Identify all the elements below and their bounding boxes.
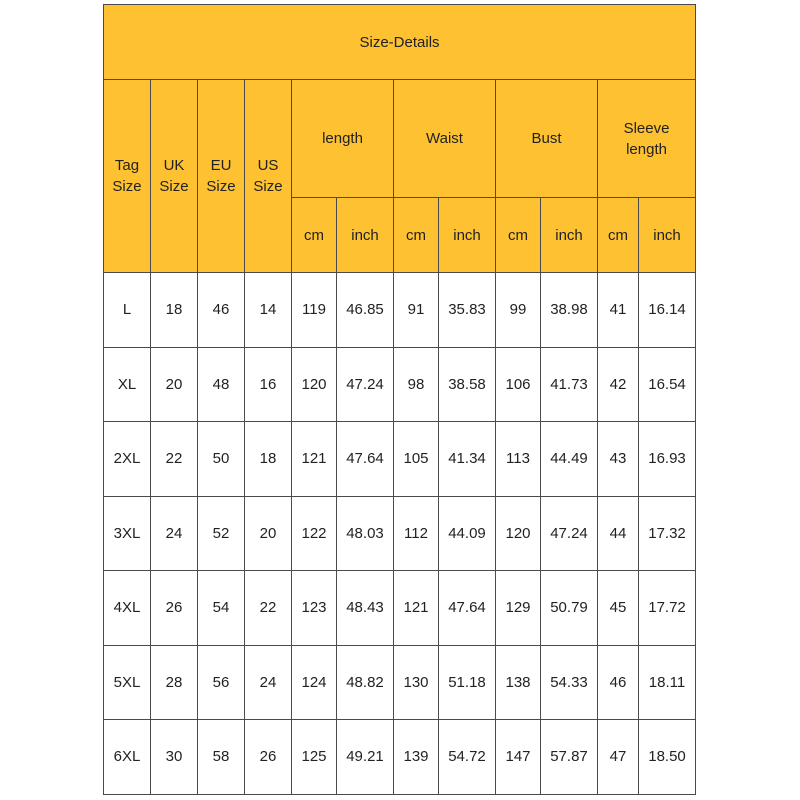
table-cell: 24 <box>151 496 198 571</box>
col-header-uk-size <box>151 80 198 273</box>
table-cell: 17.72 <box>639 571 696 646</box>
table-cell: 26 <box>151 571 198 646</box>
table-cell: 38.98 <box>541 273 598 348</box>
table-cell: 14 <box>245 273 292 348</box>
table-cell: 30 <box>151 720 198 795</box>
tag-size-cell: 3XL <box>104 496 151 571</box>
uk-size-label: UK Size <box>159 157 189 195</box>
table-cell: 125 <box>292 720 337 795</box>
table-cell: 35.83 <box>439 273 496 348</box>
table-cell: 44.09 <box>439 496 496 571</box>
col-header-sleeve-length <box>598 80 696 198</box>
table-cell: 139 <box>394 720 439 795</box>
unit-length-cm: cm <box>292 198 337 273</box>
tag-size-cell: XL <box>104 347 151 422</box>
table-cell: 98 <box>394 347 439 422</box>
table-cell: 47.64 <box>337 422 394 497</box>
table-cell: 121 <box>394 571 439 646</box>
table-cell: 52 <box>198 496 245 571</box>
table-cell: 47.24 <box>541 496 598 571</box>
table-cell: 47.64 <box>439 571 496 646</box>
table-cell: 20 <box>245 496 292 571</box>
unit-bust-inch: inch <box>541 198 598 273</box>
table-cell: 48.03 <box>337 496 394 571</box>
table-cell: 119 <box>292 273 337 348</box>
table-cell: 28 <box>151 645 198 720</box>
tag-size-cell: 6XL <box>104 720 151 795</box>
tag-size-cell: L <box>104 273 151 348</box>
table-cell: 51.18 <box>439 645 496 720</box>
table-cell: 57.87 <box>541 720 598 795</box>
table-cell: 44 <box>598 496 639 571</box>
table-cell: 43 <box>598 422 639 497</box>
table-cell: 42 <box>598 347 639 422</box>
table-cell: 105 <box>394 422 439 497</box>
table-cell: 120 <box>496 496 541 571</box>
table-cell: 50 <box>198 422 245 497</box>
tag-size-cell: 2XL <box>104 422 151 497</box>
eu-size-label: EU Size <box>206 157 236 195</box>
table-cell: 120 <box>292 347 337 422</box>
tag-size-label: Tag Size <box>112 157 142 195</box>
table-cell: 16.93 <box>639 422 696 497</box>
table-row <box>104 571 696 646</box>
table-cell: 22 <box>245 571 292 646</box>
table-cell: 58 <box>198 720 245 795</box>
table-cell: 54.72 <box>439 720 496 795</box>
table-cell: 56 <box>198 645 245 720</box>
us-size-label: US Size <box>253 157 283 195</box>
col-header-tag-size <box>104 80 151 273</box>
table-cell: 106 <box>496 347 541 422</box>
table-cell: 41 <box>598 273 639 348</box>
tag-size-cell: 5XL <box>104 645 151 720</box>
table-cell: 99 <box>496 273 541 348</box>
table-cell: 18 <box>151 273 198 348</box>
sleeve-length-label: Sleeve length <box>623 119 670 158</box>
table-cell: 18 <box>245 422 292 497</box>
col-header-waist: Waist <box>394 80 496 198</box>
table-cell: 54.33 <box>541 645 598 720</box>
unit-waist-cm: cm <box>394 198 439 273</box>
table-cell: 124 <box>292 645 337 720</box>
col-header-length: length <box>292 80 394 198</box>
unit-bust-cm: cm <box>496 198 541 273</box>
table-cell: 147 <box>496 720 541 795</box>
table-cell: 112 <box>394 496 439 571</box>
table-row <box>104 496 696 571</box>
size-details-table <box>103 4 696 795</box>
table-cell: 50.79 <box>541 571 598 646</box>
table-cell: 138 <box>496 645 541 720</box>
table-cell: 130 <box>394 645 439 720</box>
table-cell: 41.34 <box>439 422 496 497</box>
table-cell: 44.49 <box>541 422 598 497</box>
table-cell: 22 <box>151 422 198 497</box>
table-cell: 129 <box>496 571 541 646</box>
table-cell: 46.85 <box>337 273 394 348</box>
unit-sleeve-inch: inch <box>639 198 696 273</box>
table-row <box>104 720 696 795</box>
col-header-bust: Bust <box>496 80 598 198</box>
table-cell: 38.58 <box>439 347 496 422</box>
table-cell: 123 <box>292 571 337 646</box>
table-cell: 20 <box>151 347 198 422</box>
unit-length-inch: inch <box>337 198 394 273</box>
table-row <box>104 273 696 348</box>
table-cell: 91 <box>394 273 439 348</box>
table-cell: 113 <box>496 422 541 497</box>
table-cell: 46 <box>198 273 245 348</box>
table-row <box>104 422 696 497</box>
table-cell: 18.50 <box>639 720 696 795</box>
table-cell: 16.54 <box>639 347 696 422</box>
table-row <box>104 645 696 720</box>
unit-waist-inch: inch <box>439 198 496 273</box>
table-cell: 54 <box>198 571 245 646</box>
table-cell: 17.32 <box>639 496 696 571</box>
table-cell: 26 <box>245 720 292 795</box>
table-cell: 48.43 <box>337 571 394 646</box>
table-cell: 18.11 <box>639 645 696 720</box>
table-title: Size-Details <box>104 5 696 80</box>
col-header-us-size <box>245 80 292 273</box>
tag-size-cell: 4XL <box>104 571 151 646</box>
table-cell: 49.21 <box>337 720 394 795</box>
table-cell: 47.24 <box>337 347 394 422</box>
table-row <box>104 347 696 422</box>
col-header-eu-size <box>198 80 245 273</box>
table-cell: 41.73 <box>541 347 598 422</box>
table-cell: 16.14 <box>639 273 696 348</box>
table-cell: 46 <box>598 645 639 720</box>
table-cell: 16 <box>245 347 292 422</box>
table-cell: 45 <box>598 571 639 646</box>
table-cell: 24 <box>245 645 292 720</box>
table-cell: 48 <box>198 347 245 422</box>
unit-sleeve-cm: cm <box>598 198 639 273</box>
table-cell: 47 <box>598 720 639 795</box>
table-cell: 122 <box>292 496 337 571</box>
table-cell: 48.82 <box>337 645 394 720</box>
table-cell: 121 <box>292 422 337 497</box>
